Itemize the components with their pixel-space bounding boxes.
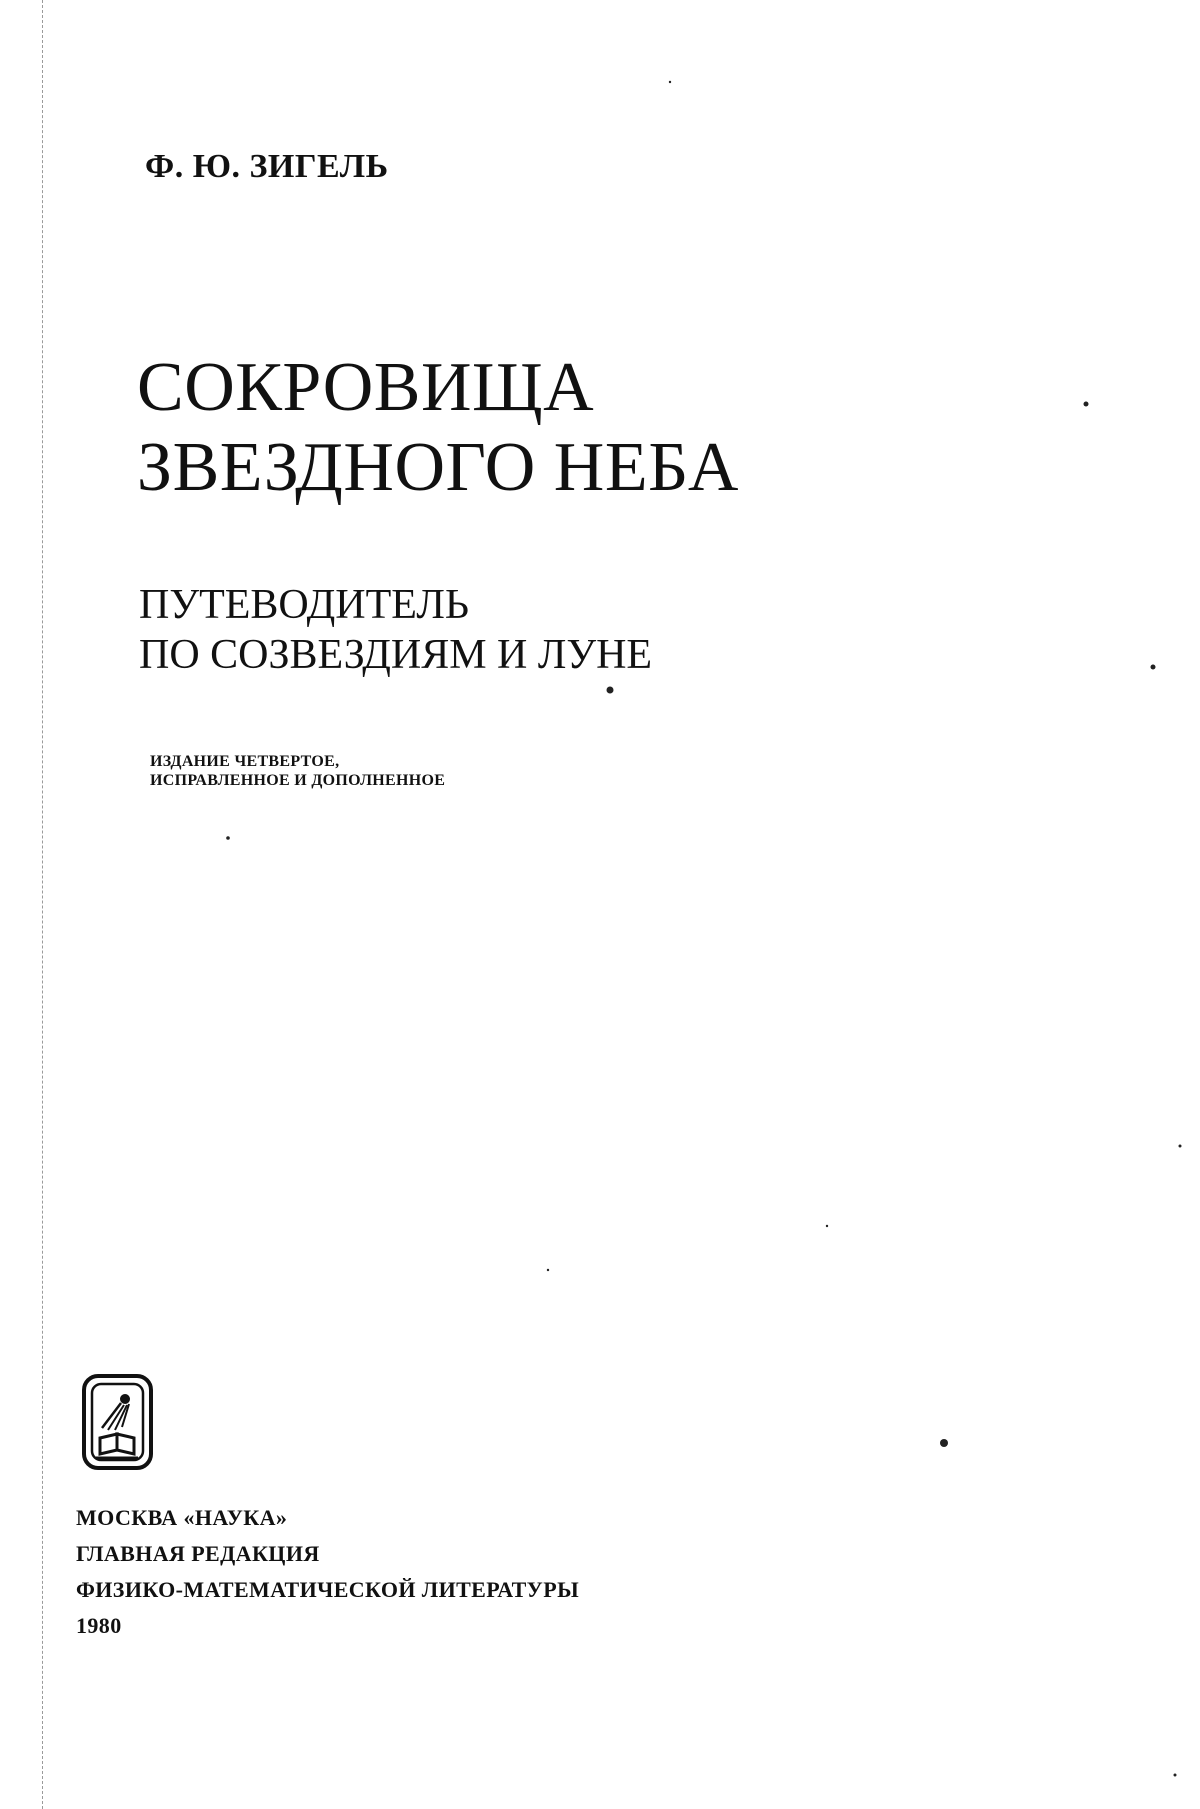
book-subtitle <box>139 580 652 680</box>
book-title-line-2: ЗВЕЗДНОГО НЕБА <box>137 429 739 506</box>
imprint-division: ФИЗИКО-МАТЕМАТИЧЕСКОЙ ЛИТЕРАТУРЫ <box>76 1577 580 1602</box>
imprint-office: ГЛАВНАЯ РЕДАКЦИЯ <box>76 1541 320 1566</box>
publisher-imprint <box>76 1500 579 1644</box>
book-subtitle-line-1: ПУТЕВОДИТЕЛЬ <box>139 582 469 628</box>
imprint-city-publisher: МОСКВА «НАУКА» <box>76 1505 288 1530</box>
scan-edge-line <box>42 0 43 1809</box>
edition-note <box>150 752 445 790</box>
edition-note-line-1: ИЗДАНИЕ ЧЕТВЕРТОЕ, <box>150 753 340 770</box>
author-name: Ф. Ю. ЗИГЕЛЬ <box>145 148 389 185</box>
nauka-publisher-emblem-icon <box>80 1372 155 1472</box>
book-title-line-1: СОКРОВИЩА <box>137 349 595 426</box>
book-title <box>137 348 739 508</box>
book-subtitle-line-2: ПО СОЗВЕЗДИЯМ И ЛУНЕ <box>139 632 653 678</box>
edition-note-line-2: ИСПРАВЛЕННОЕ И ДОПОЛНЕННОЕ <box>150 772 446 789</box>
imprint-year: 1980 <box>76 1613 122 1638</box>
